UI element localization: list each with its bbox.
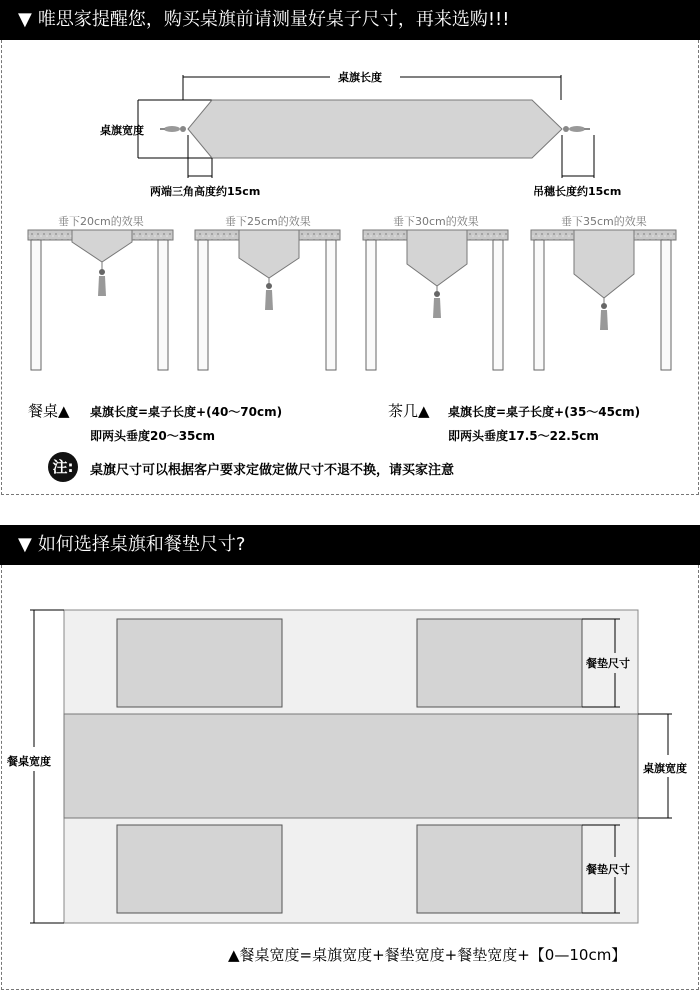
runner-length-label: 桌旗长度: [338, 71, 382, 84]
hang-effect-label-30: 垂下30cm的效果: [393, 215, 479, 228]
table-illustration-30: [363, 230, 508, 370]
section1-banner: [0, 0, 700, 40]
table-width-label: 餐桌宽度: [7, 755, 51, 768]
right-tassel-icon: [563, 126, 590, 132]
table-runner-shape: [188, 100, 562, 158]
coffee-table-title: 茶几▲: [388, 402, 430, 420]
placemat-top-left: [117, 619, 282, 707]
hang-effect-label-20: 垂下20cm的效果: [58, 215, 144, 228]
dining-table-title: 餐桌▲: [28, 402, 70, 420]
placemat-bottom-right: [417, 825, 582, 913]
hang-effect-label-25: 垂下25cm的效果: [225, 215, 311, 228]
section1-banner-text: 唯思家提醒您，购买桌旗前请测量好桌子尺寸，再来选购!!!: [37, 9, 510, 30]
hang-effect-illustrations: [0, 226, 700, 376]
runner-width-label-2: 桌旗宽度: [643, 762, 687, 775]
coffee-table-formula: 桌旗长度=桌子长度+(35～45cm): [448, 405, 641, 419]
placemat-size-label-bottom: 餐垫尺寸: [586, 863, 630, 876]
coffee-table-drop: 即两头垂度17.5～22.5cm: [448, 429, 599, 443]
dining-table-formula: 桌旗长度=桌子长度+(40～70cm): [90, 405, 283, 419]
dining-table-drop: 即两头垂度20～35cm: [90, 429, 216, 443]
note-text: 桌旗尺寸可以根据客户要求定做定做尺寸不退不换，请买家注意: [90, 463, 455, 478]
placemat-size-label-top: 餐垫尺寸: [586, 657, 630, 670]
left-tassel-icon: [160, 126, 186, 132]
table-width-formula: ▲餐桌宽度=桌旗宽度+餐垫宽度+餐垫宽度+【0—10cm】: [228, 946, 627, 964]
table-runner-band: [64, 714, 638, 818]
down-triangle-icon: ▼: [18, 534, 32, 555]
table-illustration-35: [531, 230, 676, 370]
triangle-height-label: 两端三角高度约15cm: [150, 185, 261, 198]
placemat-top-right: [417, 619, 582, 707]
table-illustration-20: [28, 230, 173, 370]
hang-effect-label-35: 垂下35cm的效果: [561, 215, 647, 228]
down-triangle-icon: ▼: [18, 9, 32, 30]
placemat-diagram: [0, 565, 700, 945]
runner-width-label: 桌旗宽度: [100, 124, 144, 137]
section2-banner-text: 如何选择桌旗和餐垫尺寸?: [37, 534, 246, 555]
table-illustration-25: [195, 230, 340, 370]
tassel-length-label: 吊穗长度约15cm: [533, 185, 622, 198]
section2-banner: [0, 525, 700, 565]
placemat-bottom-left: [117, 825, 282, 913]
note-badge: 注:: [48, 452, 78, 482]
